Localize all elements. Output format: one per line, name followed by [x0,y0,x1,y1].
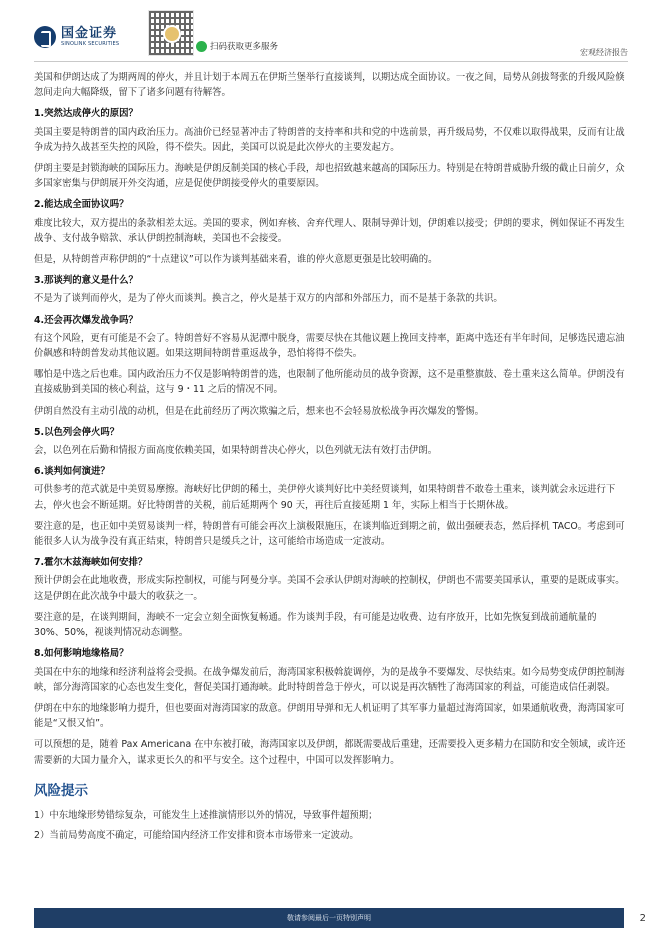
section-heading-8: 8.如何影响地缘格局？ [34,648,129,660]
paragraph: 要注意的是，也正如中美贸易谈判一样，特朗普有可能会再次上演极限施压，在谈判临近到期之前，做出强硬表态，然后择机 TACO。考虑到可能很多人认为战争没有真正结束，特朗普只是缓兵之计，这可能给市场造成一定波动。 [34,520,625,548]
scan-text: 扫码获取更多服务 [210,42,279,52]
paragraph: 伊朗自然没有主动引战的动机，但是在此前经历了两次欺骗之后，想来也不会轻易放松战争再次爆发的警惕。 [34,405,485,417]
section-heading-1: 1.突然达成停火的原因？ [34,108,138,120]
report-body [34,70,628,848]
paragraph: 美国在中东的地缘和经济利益将会受损。在战争爆发前后，海湾国家积极斡旋调停，为的是战争不要爆发、尽快结束。如今局势变成伊朗控制海峡，部分海湾国家的心态也发生变化，督促美国打通海峡。此时特朗普急于停火，可以说是再次牺牲了海湾国家的利益，可能造成信任剥裂。 [34,666,625,693]
section-heading-6: 6.谈判如何演进？ [34,466,110,478]
paragraph: 可供参考的范式就是中美贸易摩擦。海峡好比伊朗的稀土，美伊停火谈判好比中美经贸谈判，如果特朗普不敢卷土重来，谈判就会永远进行下去，停火也会不断延期。好比特朗普的关税，前后延期两个 90 天，再往后直接延期 1 年，实际上相当于长期休战。 [34,484,616,511]
paragraph: 但是，从特朗普声称伊朗的“十点建议”可以作为谈判基础来看，谁的停火意愿更强是比较明确的。 [34,254,438,266]
paragraph: 可以预想的是，随着 Pax Americana 在中东被打破，海湾国家以及伊朗，都既需要战后重建，还需要投入更多精力在国防和安全领域，或许还需要新的大国力量介入，谋求更长久的和平与安全。这个过程中，中国可以发挥影响力。 [34,739,626,766]
paragraph: 伊朗主要是封锁海峡的国际压力。海峡是伊朗反制美国的核心手段，却也招致越来越高的国际压力。特别是在特朗普威胁升级的截止日前夕，众多国家密集与伊朗展开外交沟通，应是促使伊朗接受停火的重要原因。 [34,163,625,190]
risk-item: 2）当前局势高度不确定，可能给国内经济工作安排和资本市场带来一定波动。 [34,830,359,842]
report-type-label: 宏观经济报告 [580,48,628,57]
page-footer [0,908,662,936]
paragraph: 美国主要是特朗普的国内政治压力。高油价已经显著冲击了特朗普的支持率和共和党的中选前景，再升级局势，不仅难以取得战果，反而有让战争成为持久战甚至失控的风险，得不偿失。因此，美国可以说是此次停火的主要发起方。 [34,126,625,153]
wechat-icon [196,41,207,52]
logo-chinese-name: 国金证券 [61,26,118,41]
section-heading-4: 4.还会再次爆发战争吗？ [34,314,138,326]
risk-section-title: 风险提示 [34,782,88,799]
intro-paragraph: 美国和伊朗达成了为期两周的停火，并且计划于本周五在伊斯兰堡举行直接谈判，以期达成全面协议。一夜之间，局势从剑拔弩张的升级风险倏忽间走向大幅降级，留下了诸多问题有待解答。 [34,72,625,99]
section-heading-3: 3.那谈判的意义是什么？ [34,275,138,287]
sinolink-logo-icon [34,26,56,48]
page-header [0,0,662,64]
paragraph: 会，以色列在后勤和情报方面高度依赖美国，如果特朗普决心停火，以色列就无法有效打击伊朗。 [34,445,438,457]
scan-prompt [196,40,278,52]
company-logo [34,26,119,48]
section-heading-5: 5.以色列会停火吗？ [34,426,120,438]
paragraph: 伊朗在中东的地缘影响力提升，但也要面对海湾国家的敌意。伊朗用导弹和无人机证明了其军事力量超过海湾国家，如果通航收费，海湾国家可能是“又恨又怕”。 [34,702,625,730]
paragraph: 预计伊朗会在此地收费，形成实际控制权，可能与阿曼分享。美国不会承认伊朗对海峡的控制权，伊朗也不需要美国承认，重要的是既成事实。这是伊朗在此次战争中最大的收获之一。 [34,575,625,602]
paragraph: 哪怕是中选之后也难。国内政治压力不仅是影响特朗普的选，也限制了他所能动员的战争资源，这不是重整旗鼓、卷土重来这么简单。伊朗没有直接威胁到美国的核心利益，这与 9・11 之后的情况不同。 [34,369,625,396]
risk-item: 1）中东地缘形势错综复杂，可能发生上述推演情形以外的情况，导致事件超预期； [34,809,378,821]
page-number: 2 [639,913,646,924]
paragraph: 不是为了谈判而停火，是为了停火而谈判。换言之，停火是基于双方的内部和外部压力，而不是基于条款的共识。 [34,293,503,305]
paragraph: 难度比较大，双方提出的条款相差太远。美国的要求，例如弃核、舍弃代理人、限制导弹计划，伊朗难以接受；伊朗的要求，例如保证不再发生战争、支付战争赔款、承认伊朗控制海峡，美国也不会接受。 [34,217,625,244]
footer-disclaimer: 敬请参阅最后一页特别声明 [287,914,371,922]
header-divider [34,61,628,62]
section-heading-2: 2.能达成全面协议吗？ [34,199,129,211]
qr-center-badge-icon [163,25,181,43]
logo-english-name: SINOLINK SECURITIES [61,41,120,47]
paragraph: 要注意的是，在谈判期间，海峡不一定会立刻全面恢复畅通。作为谈判手段，有可能是边收费、边有序放开，比如先恢复到战前通航量的 30%、50%，视谈判情况动态调整。 [34,611,597,639]
paragraph: 有这个风险，更有可能是不会了。特朗普好不容易从泥潭中脱身，需要尽快在其他议题上挽回支持率，距离中选还有半年时间，足够选民遗忘油价飙感和特朗普发动其他议题。如果这期间特朗普重返战争，恐怕将得不偿失。 [34,332,625,360]
section-heading-7: 7.霍尔木兹海峡如何安排？ [34,557,148,569]
